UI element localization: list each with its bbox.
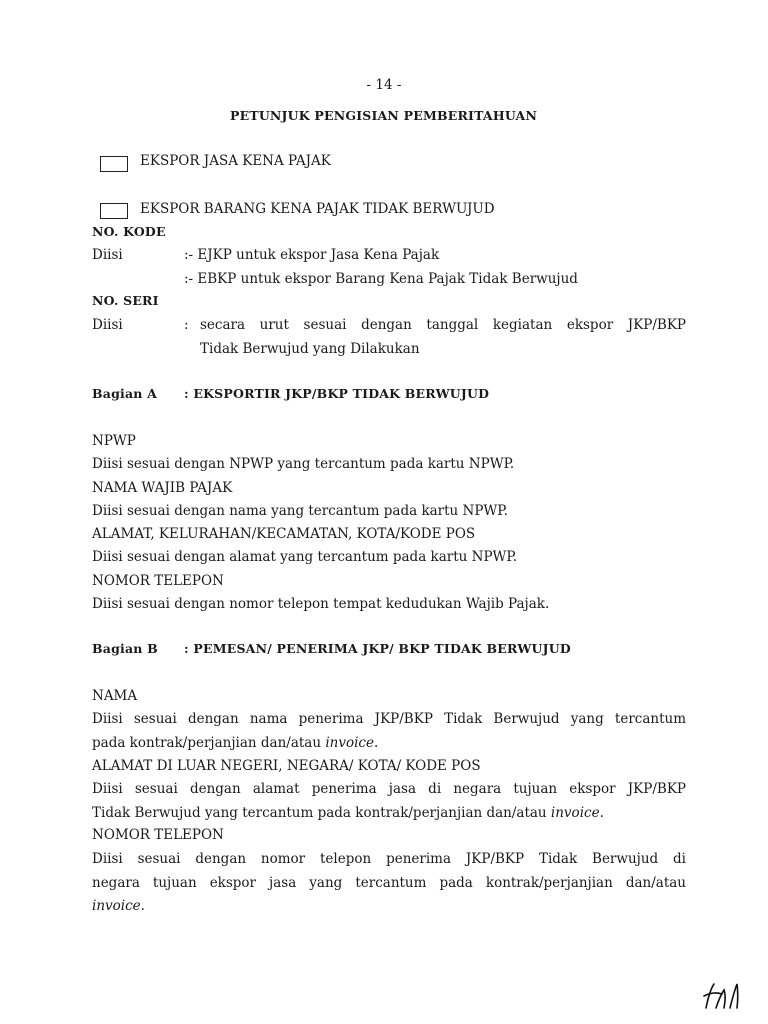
ekspor-bkp-checkbox[interactable] — [100, 203, 128, 219]
nama-heading: NAMA — [92, 688, 138, 704]
telepon-b-line3: invoice. — [92, 898, 145, 914]
page-title: PETUNJUK PENGISIAN PEMBERITAHUAN — [230, 108, 538, 123]
no-kode-ejkp: :- EJKP untuk ekspor Jasa Kena Pajak — [184, 247, 440, 263]
nama-wp-heading: NAMA WAJIB PAJAK — [92, 480, 233, 496]
npwp-heading: NPWP — [92, 433, 136, 449]
npwp-desc: Diisi sesuai dengan NPWP yang tercantum pada kartu NPWP. — [92, 456, 515, 472]
no-seri-label: Diisi — [92, 317, 123, 333]
telepon-b-line1: Diisi sesuai dengan nomor telepon penerima JKP/BKP Tidak Berwujud di — [92, 851, 686, 867]
no-kode-label: Diisi — [92, 247, 123, 263]
nama-wp-desc: Diisi sesuai dengan nama yang tercantum pada kartu NPWP. — [92, 503, 508, 519]
telepon-b-heading: NOMOR TELEPON — [92, 827, 224, 843]
telepon-desc: Diisi sesuai dengan nomor telepon tempat kedudukan Wajib Pajak. — [92, 596, 550, 612]
alamat-ln-line1: Diisi sesuai dengan alamat penerima jasa di negara tujuan ekspor JKP/BKP — [92, 781, 686, 797]
alamat-ln-heading: ALAMAT DI LUAR NEGERI, NEGARA/ KOTA/ KODE POS — [92, 758, 481, 774]
alamat-ln-line2: Tidak Berwujud yang tercantum pada kontrak/perjanjian dan/atau invoice. — [92, 805, 604, 821]
no-seri-heading: NO. SERI — [92, 293, 159, 308]
no-kode-heading: NO. KODE — [92, 224, 166, 239]
no-seri-line2: Tidak Berwujud yang Dilakukan — [200, 341, 420, 357]
bagian-a-title: : EKSPORTIR JKP/BKP TIDAK BERWUJUD — [184, 386, 490, 401]
bagian-b-label: Bagian B — [92, 641, 158, 656]
telepon-heading: NOMOR TELEPON — [92, 573, 224, 589]
no-seri-line1: secara urut sesuai dengan tanggal kegiatan ekspor JKP/BKP — [200, 317, 686, 333]
no-seri-colon: : — [184, 317, 189, 333]
alamat-desc: Diisi sesuai dengan alamat yang tercantum pada kartu NPWP. — [92, 549, 518, 565]
bagian-b-title: : PEMESAN/ PENERIMA JKP/ BKP TIDAK BERWUJUD — [184, 641, 571, 656]
nama-desc-line2: pada kontrak/perjanjian dan/atau invoice. — [92, 735, 379, 751]
ekspor-jkp-label: EKSPOR JASA KENA PAJAK — [140, 153, 331, 169]
ekspor-jkp-checkbox[interactable] — [100, 156, 128, 172]
ekspor-bkp-label: EKSPOR BARANG KENA PAJAK TIDAK BERWUJUD — [140, 201, 495, 217]
bagian-a-label: Bagian A — [92, 386, 157, 401]
no-kode-ebkp: :- EBKP untuk ekspor Barang Kena Pajak Tidak Berwujud — [184, 271, 578, 287]
nama-desc-line1: Diisi sesuai dengan nama penerima JKP/BKP Tidak Berwujud yang tercantum — [92, 711, 686, 727]
alamat-heading: ALAMAT, KELURAHAN/KECAMATAN, KOTA/KODE POS — [92, 526, 476, 542]
telepon-b-line2: negara tujuan ekspor jasa yang tercantum pada kontrak/perjanjian dan/atau — [92, 875, 686, 891]
handwritten-initials-signature — [700, 978, 750, 1014]
page-number: - 14 - — [366, 77, 402, 93]
